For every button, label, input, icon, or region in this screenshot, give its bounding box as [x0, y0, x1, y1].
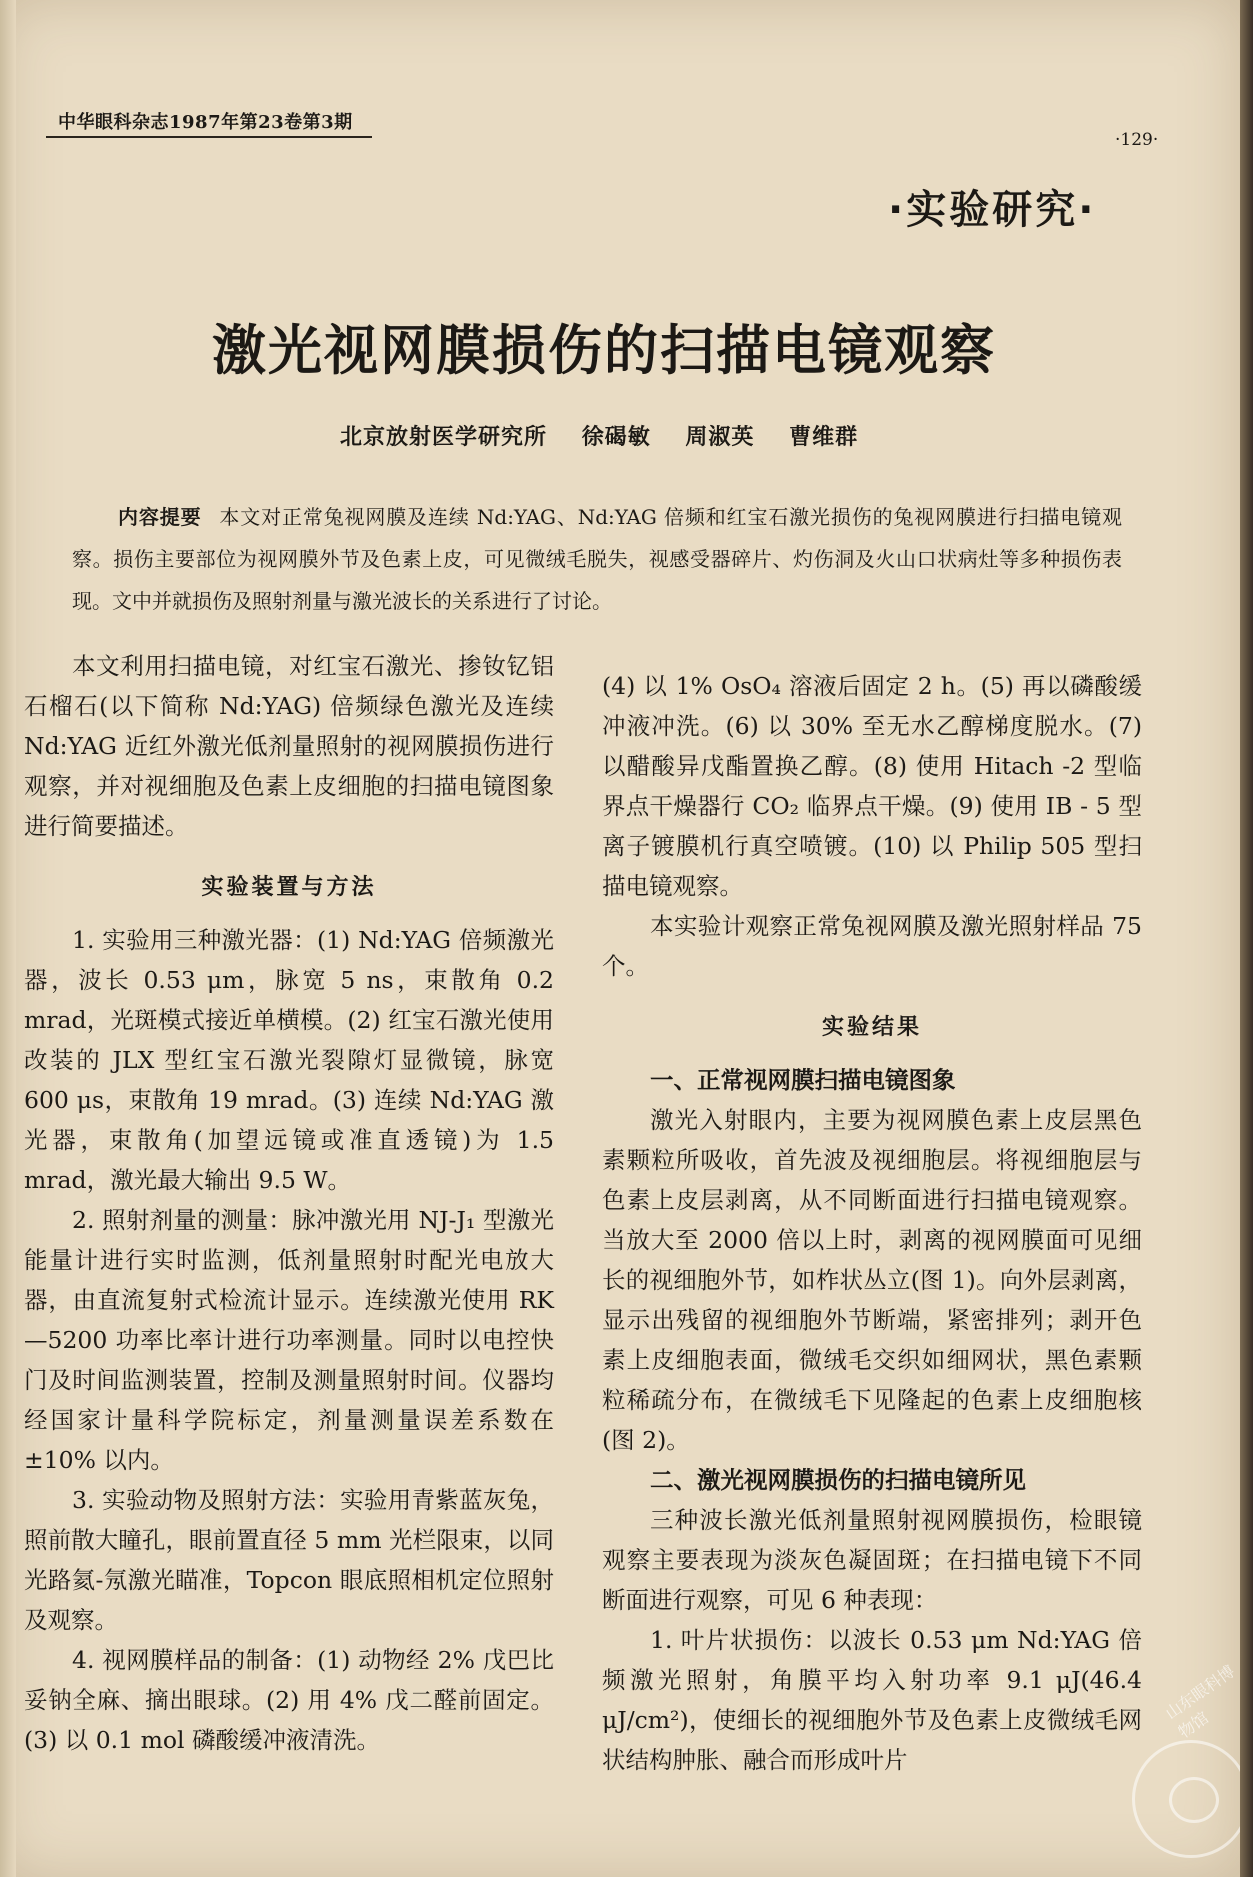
left-column: [24, 646, 554, 1760]
right-column: [602, 666, 1142, 1780]
results-heading: 实验结果: [821, 1015, 922, 1040]
museum-logo: [1132, 1740, 1240, 1858]
article-title: 激光视网膜损伤的扫描电镜观察: [212, 319, 996, 382]
author-3: 曹维群: [789, 424, 859, 450]
section-label: ·实验研究·: [888, 187, 1097, 233]
institution: 北京放射医学研究所: [340, 424, 548, 450]
abstract-label: 内容提要: [118, 505, 202, 529]
journal-header: 中华眼科杂志1987年第23卷第3期: [58, 112, 353, 133]
page-number: ·129·: [1115, 130, 1159, 150]
header-rule: [46, 136, 372, 138]
methods-paragraph-3: 3. 实验动物及照射方法：实验用青紫蓝灰兔，照前散大瞳孔，眼前置直径 5 mm 光栏限束，以同光路氦-氖激光瞄准，Topcon 眼底照相机定位照射及观察。: [24, 1486, 554, 1634]
sample-count-paragraph: 本实验计观察正常兔视网膜及激光照射样品 75 个。: [602, 912, 1142, 980]
methods-continued: (4) 以 1% OsO₄ 溶液后固定 2 h。(5) 再以磷酸缓冲液冲洗。(6) 以 30% 至无水乙醇梯度脱水。(7) 以醋酸异戊酯置换乙醇。(8) 使用 Hitach -2 型临界点干燥器行 CO₂ 临界点干燥。(9) 使用 IB - 5 型离子镀膜机行真空喷镀。(10) 以 Philip 505 型扫描电镜观察。: [602, 672, 1142, 900]
book-edge: [1240, 0, 1253, 1877]
watermark-text: 山东眼科博物馆: [1161, 1661, 1239, 1742]
author-line: [340, 420, 884, 451]
results-subheading-1: 一、正常视网膜扫描电镜图象: [650, 1066, 956, 1094]
abstract: [72, 496, 1122, 622]
intro-paragraph: 本文利用扫描电镜，对红宝石激光、掺钕钇铝石榴石(以下简称 Nd:YAG) 倍频绿色激光及连续 Nd:YAG 近红外激光低剂量照射的视网膜损伤进行观察，并对视细胞及色素上皮细胞的扫描电镜图象进行简要描述。: [24, 652, 554, 840]
results-subheading-2: 二、激光视网膜损伤的扫描电镜所见: [650, 1466, 1026, 1494]
methods-heading: 实验装置与方法: [201, 875, 377, 900]
methods-paragraph-1: 1. 实验用三种激光器：(1) Nd:YAG 倍频激光器，波长 0.53 μm，脉宽 5 ns，束散角 0.2 mrad，光斑模式接近单横模。(2) 红宝石激光使用改装的 JLX 型红宝石激光裂隙灯显微镜，脉宽 600 μs，束散角 19 mrad。(3) 连续 Nd:YAG 激光器，束散角(加望远镜或准直透镜)为 1.5 mrad，激光最大输出 9.5 W。: [24, 926, 554, 1194]
eye-icon: [1169, 1777, 1219, 1823]
author-1: 徐碣敏: [581, 424, 651, 450]
results-paragraph-3: 1. 叶片状损伤：以波长 0.53 μm Nd:YAG 倍频激光照射，角膜平均入射功率 9.1 μJ(46.4 μJ/cm²)，使细长的视细胞外节及色素上皮微绒毛网状结构肿胀、融合而形成叶片: [602, 1626, 1142, 1774]
methods-paragraph-4: 4. 视网膜样品的制备：(1) 动物经 2% 戊巴比妥钠全麻、摘出眼球。(2) 用 4% 戊二醛前固定。(3) 以 0.1 mol 磷酸缓冲液清洗。: [24, 1646, 554, 1754]
binding-strip: [0, 0, 16, 1877]
abstract-text: 本文对正常兔视网膜及连续 Nd:YAG、Nd:YAG 倍频和红宝石激光损伤的兔视网膜进行扫描电镜观察。损伤主要部位为视网膜外节及色素上皮，可见微绒毛脱失，视感受器碎片、灼伤洞及火山口状病灶等多种损伤表现。文中并就损伤及照射剂量与激光波长的关系进行了讨论。: [72, 505, 1123, 613]
results-paragraph-2: 三种波长激光低剂量照射视网膜损伤，检眼镜观察主要表现为淡灰色凝固斑；在扫描电镜下不同断面进行观察，可见 6 种表现：: [602, 1506, 1142, 1614]
author-2: 周淑英: [685, 424, 755, 450]
results-paragraph-1: 激光入射眼内，主要为视网膜色素上皮层黑色素颗粒所吸收，首先波及视细胞层。将视细胞层与色素上皮层剥离，从不同断面进行扫描电镜观察。当放大至 2000 倍以上时，剥离的视网膜面可见细长的视细胞外节，如柞状丛立(图 1)。向外层剥离，显示出残留的视细胞外节断端，紧密排列；剥开色素上皮细胞表面，微绒毛交织如细网状，黑色素颗粒稀疏分布，在微绒毛下见隆起的色素上皮细胞核(图 2)。: [602, 1106, 1142, 1454]
methods-paragraph-2: 2. 照射剂量的测量：脉冲激光用 NJ-J₁ 型激光能量计进行实时监测，低剂量照射时配光电放大器，由直流复射式检流计显示。连续激光使用 RK—5200 功率比率计进行功率测量。同时以电控快门及时间监测装置，控制及测量照射时间。仪器均经国家计量科学院标定，剂量测量误差系数在 ±10% 以内。: [24, 1206, 554, 1474]
